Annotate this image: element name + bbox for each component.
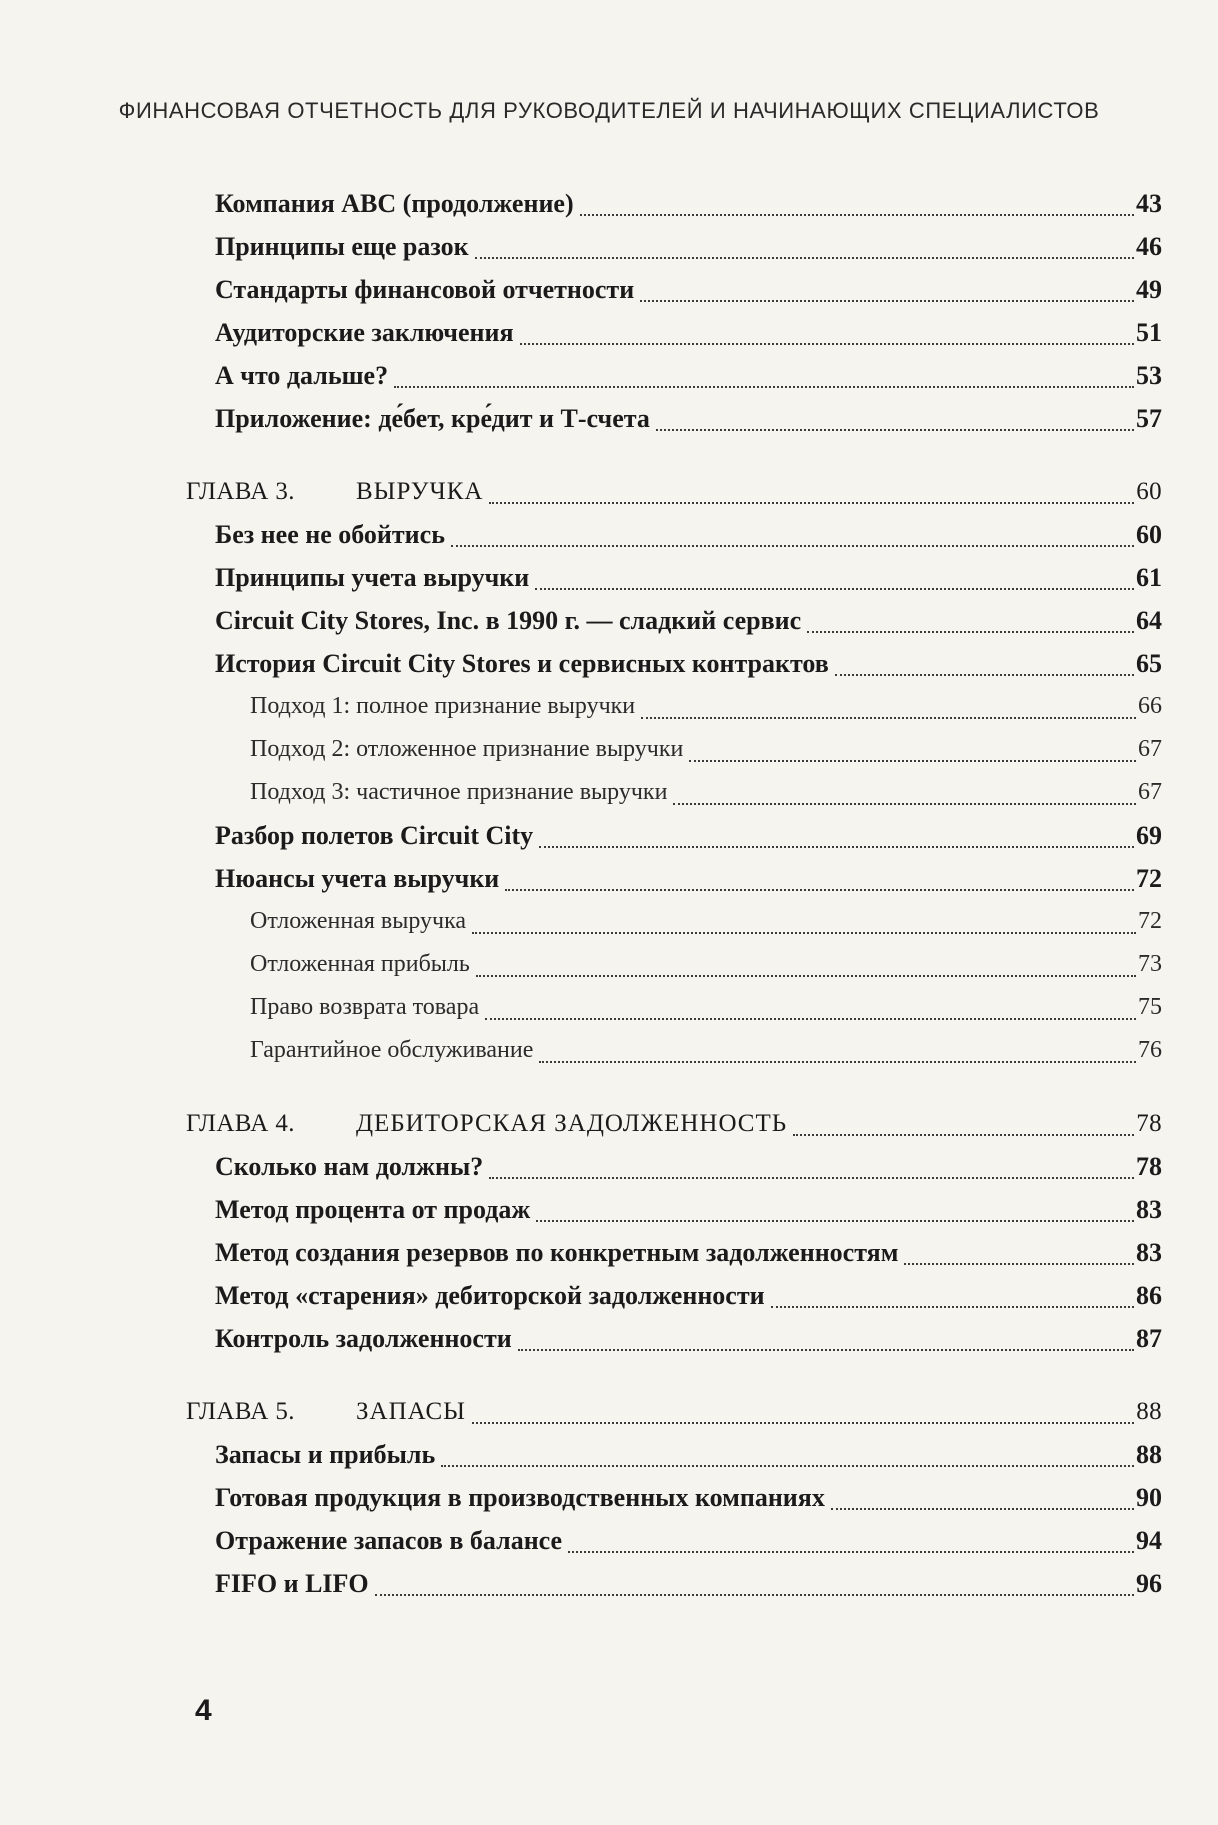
toc-dot-leader [539, 1061, 1136, 1063]
toc-section-entry[interactable] [0, 1433, 1162, 1476]
toc-chapter-title: ВЫРУЧКА [356, 478, 484, 505]
toc-dot-leader [394, 386, 1134, 388]
toc-entry-title: Метод процента от продаж [215, 1195, 531, 1224]
toc-page-number: 66 [1138, 693, 1162, 719]
toc-page-number: 78 [1136, 1152, 1162, 1181]
toc-chapter-entry[interactable] [0, 1102, 1162, 1145]
toc-dot-leader [518, 1349, 1134, 1351]
toc-chapter-entry[interactable] [0, 470, 1162, 513]
toc-page-number: 86 [1136, 1281, 1162, 1310]
toc-entry-title: Отражение запасов в балансе [215, 1526, 563, 1555]
toc-section-entry[interactable] [0, 311, 1162, 354]
toc-entry-title: Подход 3: частичное признание выручки [250, 779, 668, 805]
toc-page-number: 65 [1136, 649, 1162, 678]
toc-section-entry[interactable] [0, 556, 1162, 599]
toc-entry-title: Приложение: де́бет, кре́дит и Т-счета [215, 404, 650, 433]
toc-dot-leader [641, 717, 1136, 719]
toc-dot-leader [489, 502, 1134, 504]
toc-entry-title: Подход 2: отложенное признание выручки [250, 736, 684, 762]
toc-dot-leader [539, 846, 1134, 848]
toc-section-entry[interactable] [0, 1317, 1162, 1360]
toc-dot-leader [451, 545, 1134, 547]
toc-entry-title: Сколько нам должны? [215, 1152, 484, 1181]
toc-page-number: 83 [1136, 1195, 1162, 1224]
toc-chapter-heading [186, 470, 489, 513]
toc-entry-title: Компания АВС (продолжение) [215, 189, 574, 218]
toc-entry-title: А что дальше? [215, 361, 389, 390]
toc-subsection-entry[interactable] [0, 1029, 1162, 1072]
toc-page-number: 43 [1136, 189, 1162, 218]
toc-dot-leader [472, 932, 1136, 934]
toc-dot-leader [904, 1263, 1134, 1265]
toc-dot-leader [640, 300, 1134, 302]
toc-chapter-title: ЗАПАСЫ [356, 1398, 466, 1425]
toc-entry-title: Метод «старения» дебиторской задолженности [215, 1281, 765, 1310]
toc-section-entry[interactable] [0, 182, 1162, 225]
toc-entry-title: Готовая продукция в производственных компаниях [215, 1483, 825, 1512]
toc-section-entry[interactable] [0, 513, 1162, 556]
toc-page-number: 57 [1136, 404, 1162, 433]
toc-section-entry[interactable] [0, 397, 1162, 440]
toc-dot-leader [476, 975, 1136, 977]
toc-entry-title: Отложенная прибыль [250, 951, 470, 977]
toc-section-entry[interactable] [0, 225, 1162, 268]
toc-chapter-heading [186, 1102, 793, 1145]
table-of-contents [0, 182, 1218, 1605]
toc-spacer [0, 1360, 1218, 1390]
toc-page-number: 60 [1136, 520, 1162, 549]
toc-page-number: 49 [1136, 275, 1162, 304]
toc-subsection-entry[interactable] [0, 900, 1162, 943]
toc-subsection-entry[interactable] [0, 771, 1162, 814]
toc-dot-leader [807, 631, 1134, 633]
toc-chapter-number: ГЛАВА 3. [186, 478, 295, 505]
toc-entry-title: Запасы и прибыль [215, 1440, 436, 1469]
toc-section-entry[interactable] [0, 814, 1162, 857]
toc-section-entry[interactable] [0, 1145, 1162, 1188]
toc-dot-leader [489, 1177, 1134, 1179]
toc-entry-title: Разбор полетов Circuit City [215, 821, 534, 850]
toc-page-number: 60 [1136, 478, 1162, 505]
page-number: 4 [195, 1694, 212, 1727]
toc-entry-title: Аудиторские заключения [215, 318, 514, 347]
toc-section-entry[interactable] [0, 1274, 1162, 1317]
toc-subsection-entry[interactable] [0, 943, 1162, 986]
toc-chapter-number: ГЛАВА 4. [186, 1110, 295, 1137]
toc-dot-leader [656, 429, 1134, 431]
toc-page-number: 88 [1136, 1440, 1162, 1469]
toc-dot-leader [580, 214, 1134, 216]
toc-page-number: 67 [1138, 736, 1162, 762]
toc-dot-leader [520, 343, 1134, 345]
toc-subsection-entry[interactable] [0, 685, 1162, 728]
toc-entry-title: Стандарты финансовой отчетности [215, 275, 635, 304]
toc-page-number: 87 [1136, 1324, 1162, 1353]
toc-dot-leader [472, 1422, 1134, 1424]
toc-page-number: 75 [1138, 994, 1162, 1020]
toc-dot-leader [793, 1134, 1134, 1136]
toc-page-number: 96 [1136, 1569, 1162, 1598]
toc-entry-title: Нюансы учета выручки [215, 864, 500, 893]
toc-section-entry[interactable] [0, 599, 1162, 642]
toc-page-number: 53 [1136, 361, 1162, 390]
toc-page-number: 67 [1138, 779, 1162, 805]
toc-entry-title: Circuit City Stores, Inc. в 1990 г. — сладкий сервис [215, 606, 802, 635]
toc-page-number: 90 [1136, 1483, 1162, 1512]
toc-entry-title: Метод создания резервов по конкретным задолженностям [215, 1238, 899, 1267]
toc-entry-title: Принципы учета выручки [215, 563, 530, 592]
toc-section-entry[interactable] [0, 642, 1162, 685]
toc-chapter-heading [186, 1390, 472, 1433]
toc-dot-leader [375, 1594, 1134, 1596]
toc-entry-title: Гарантийное обслуживание [250, 1037, 534, 1063]
toc-section-entry[interactable] [0, 268, 1162, 311]
toc-dot-leader [505, 889, 1134, 891]
toc-dot-leader [475, 257, 1134, 259]
toc-section-entry[interactable] [0, 1519, 1162, 1562]
toc-subsection-entry[interactable] [0, 986, 1162, 1029]
toc-chapter-number: ГЛАВА 5. [186, 1398, 295, 1425]
toc-dot-leader [485, 1018, 1136, 1020]
toc-page-number: 72 [1136, 864, 1162, 893]
toc-dot-leader [441, 1465, 1134, 1467]
toc-entry-title: FIFO и LIFO [215, 1569, 369, 1598]
toc-dot-leader [689, 760, 1136, 762]
toc-page-number: 73 [1138, 951, 1162, 977]
toc-entry-title: Право возврата товара [250, 994, 480, 1020]
toc-entry-title: Отложенная выручка [250, 908, 467, 934]
toc-section-entry[interactable] [0, 1476, 1162, 1519]
toc-entry-title: Контроль задолженности [215, 1324, 512, 1353]
toc-chapter-entry[interactable] [0, 1390, 1162, 1433]
toc-page-number: 94 [1136, 1526, 1162, 1555]
toc-dot-leader [535, 588, 1134, 590]
toc-dot-leader [835, 674, 1134, 676]
toc-section-entry[interactable] [0, 1188, 1162, 1231]
toc-page-number: 64 [1136, 606, 1162, 635]
toc-page-number: 88 [1136, 1398, 1162, 1425]
toc-page-number: 72 [1138, 908, 1162, 934]
toc-section-entry[interactable] [0, 857, 1162, 900]
toc-page-number: 78 [1136, 1110, 1162, 1137]
running-header: ФИНАНСОВАЯ ОТЧЕТНОСТЬ ДЛЯ РУКОВОДИТЕЛЕЙ И НАЧИНАЮЩИХ СПЕЦИАЛИСТОВ [118, 98, 1100, 123]
toc-page-number: 51 [1136, 318, 1162, 347]
toc-section-entry[interactable] [0, 354, 1162, 397]
toc-dot-leader [771, 1306, 1134, 1308]
toc-entry-title: Без нее не обойтись [215, 520, 445, 549]
toc-dot-leader [831, 1508, 1134, 1510]
toc-page-number: 46 [1136, 232, 1162, 261]
toc-spacer [0, 1072, 1218, 1102]
toc-dot-leader [568, 1551, 1134, 1553]
toc-dot-leader [673, 803, 1136, 805]
toc-page-number: 76 [1138, 1037, 1162, 1063]
toc-dot-leader [536, 1220, 1134, 1222]
toc-spacer [0, 440, 1218, 470]
toc-page-number: 69 [1136, 821, 1162, 850]
toc-section-entry[interactable] [0, 1231, 1162, 1274]
toc-subsection-entry[interactable] [0, 728, 1162, 771]
toc-section-entry[interactable] [0, 1562, 1162, 1605]
toc-entry-title: История Circuit City Stores и сервисных контрактов [215, 649, 829, 678]
toc-chapter-title: ДЕБИТОРСКАЯ ЗАДОЛЖЕННОСТЬ [356, 1110, 788, 1137]
toc-entry-title: Подход 1: полное признание выручки [250, 693, 636, 719]
toc-page-number: 61 [1136, 563, 1162, 592]
toc-entry-title: Принципы еще разок [215, 232, 469, 261]
toc-page-number: 83 [1136, 1238, 1162, 1267]
